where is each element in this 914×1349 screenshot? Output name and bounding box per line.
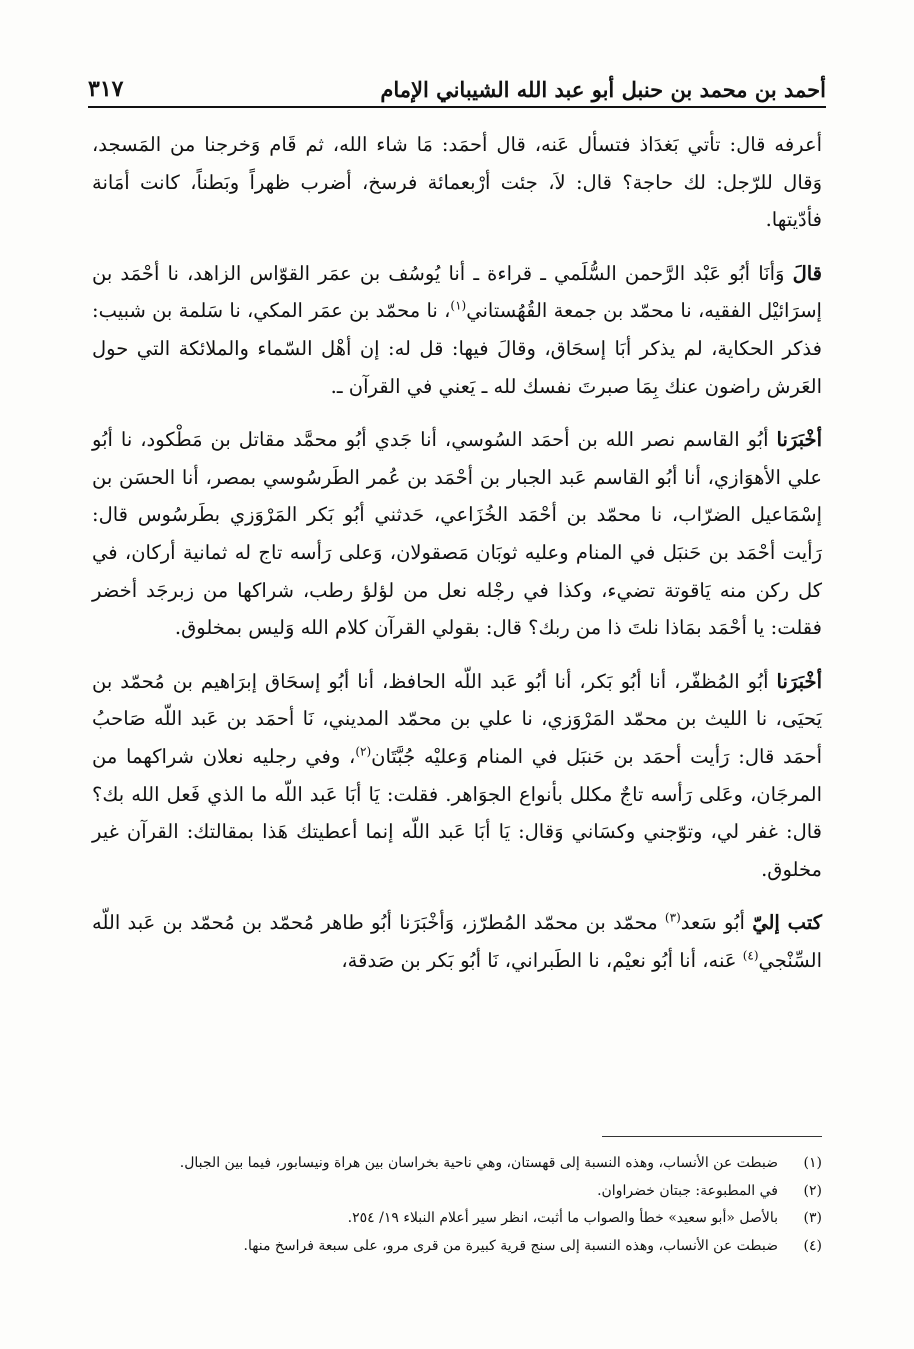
paragraph-text: محمّد بن محمّد المُطرّز، وَأخْبَرَنا أبُو طاهر مُحمّد بن مُحمّد بن عَبد اللّه السِّنْجي	[92, 911, 822, 972]
paragraph	[92, 255, 822, 405]
footnote	[92, 1205, 822, 1233]
footnote-number: (١)	[803, 1155, 822, 1171]
footnote	[92, 1178, 822, 1206]
page-number: ٣١٧	[88, 76, 124, 102]
paragraph-text: ، نا محمّد بن عمَر المكي، نا سَلمة بن شبيب: فذكر الحكاية، لم يذكر أبَا إسحَاق، وقالَ فيها: قل له: إن أهْل السّماء والملائكة التي حول العَرش راضون عنك بِمَا صبرتَ نفسك لله ـ يَعني في القرآن ـ.	[92, 299, 822, 398]
footnote-text: ضبطت عن الأنساب، وهذه النسبة إلى سنج قرية كبيرة من قرى مرو، على سبعة فراسخ منها.	[243, 1237, 778, 1254]
footnote-ref: (٤)	[742, 948, 759, 963]
footnote	[92, 1233, 822, 1261]
footnote-text: في المطبوعة: جبتان خضراوان.	[597, 1182, 778, 1199]
footnote	[92, 1150, 822, 1178]
paragraph-text: وَأنَا أبُو عَبْد الرَّحمن السُّلَمي ـ قراءة ـ أنا يُوسُف بن عمَر القوّاس الزاهد، نا أحْمَد بن إسرَائيْل الفقيه، نا محمّد بن جمعة القُهُستاني	[92, 261, 822, 323]
header-title: أحمد بن محمد بن حنبل أبو عبد الله الشيباني الإمام	[380, 77, 826, 102]
paragraph-text: أعرفه قال: تأتي بَغدَاذ فتسأل عَنه، قال أحمَد: مَا شاء الله، ثم قَام وَخرجنا من المَسجد، وَقال للرّجل: لك حاجة؟ قال: لاَ، جئت أرْبعمائة فرسخ، أضرب ظهراً وبَطناً، كانت أمَانة فأدّيتها.	[92, 133, 822, 232]
footnote-ref: (٣)	[664, 910, 681, 925]
paragraph-text: أبُو سَعد	[680, 911, 745, 935]
paragraph	[92, 421, 822, 647]
footnote-text: ضبطت عن الأنساب، وهذه النسبة إلى قهستان، وهي ناحية بخراسان بين هراة ونيسابور، فيما بين الجبال.	[179, 1155, 778, 1171]
footnote-text: بالأصل «أبو سعيد» خطأ والصواب ما أثبت، انظر سير أعلام النبلاء ١٩/ ٢٥٤.	[347, 1210, 778, 1226]
footnotes	[92, 1150, 822, 1260]
paragraph	[92, 904, 822, 979]
paragraph-text: عَنه، أنا أبُو نعيْم، نا الطَبراني، نَا أبُو بَكر بن صَدقة،	[341, 948, 743, 972]
paragraph-lead: أخْبَرَنا	[776, 669, 822, 693]
paragraph-lead: أخْبَرَنا	[776, 428, 822, 452]
paragraph	[92, 126, 822, 239]
paragraph-text: أبُو المُظفّر، أنا أبُو بَكر، أنا أبُو عَبد اللّه الحافظ، أنا أبُو إسحَاق إبرَاهيم بن مُحمّد بن يَحيَى، نا الليث بن محمّد المَرْوَزي، نا علي بن محمّد المديني، نَا أحمَد بن عَبد اللّه صَاحبُ أحمَد قال: رَأيت أحمَد بن حَنبَل في المنام وَعليْه جُبَّتَان	[92, 669, 823, 768]
paragraph-text: ، وفي رجليه نعلان شراكهما من المرجَان، وعَلى رَأسه تاجٌ مكلل بأنواع الجوَاهر. فقلت: يَا أبَا عَبد اللّه ما الذي فَعل الله بك؟ قال: غفر لي، وتوّجني وكسَاني وَقال: يَا أبَا عَبد اللّه إنما أعطيتك هَذا بمقالتك: القرآن غير مخلوق.	[92, 744, 822, 881]
main-text	[92, 126, 822, 995]
footnote-number: (٣)	[803, 1210, 822, 1226]
footnote-ref: (١)	[450, 298, 467, 313]
paragraph	[92, 663, 822, 889]
footnote-divider	[602, 1136, 822, 1137]
paragraph-lead: قالَ	[792, 261, 822, 285]
paragraph-lead: كتب إليّ	[752, 911, 822, 935]
footnote-ref: (٢)	[355, 744, 372, 759]
paragraph-text: أبُو القاسم نصر الله بن أحمَد السُوسي، أنا جَدي أبُو محمَّد مقاتل بن مَطْكود، نا أبُو علي الأهوَازي، أنا أبُو القاسم عَبد الجبار بن أحْمَد بن عُمر الطَرسُوسي بمصر، أنا الحسَن بن إسْمَاعيل الضرّاب، نا محمّد بن أحْمَد الخُزَاعي، حَدثني أبُو بَكر المَرْوَزي بطَرسُوس قال: رَأيت أحْمَد بن حَنبَل في المنام وعليه ثوبَان مَصقولان، وَعلى رَأسه تاج له ثمانية أركان، في كل ركن منه يَاقوتة تضيء، وكذا في رجْله نعل من لؤلؤ رطب، شراكها من زبرجَد أخضر فقلت: يا أحْمَد بمَاذا نلتَ ذا من ربك؟ قال: بقولي القرآن كلام الله وَليس بمخلوق.	[92, 428, 822, 640]
running-header	[88, 58, 826, 108]
footnote-number: (٤)	[803, 1237, 822, 1254]
footnote-number: (٢)	[803, 1182, 822, 1199]
